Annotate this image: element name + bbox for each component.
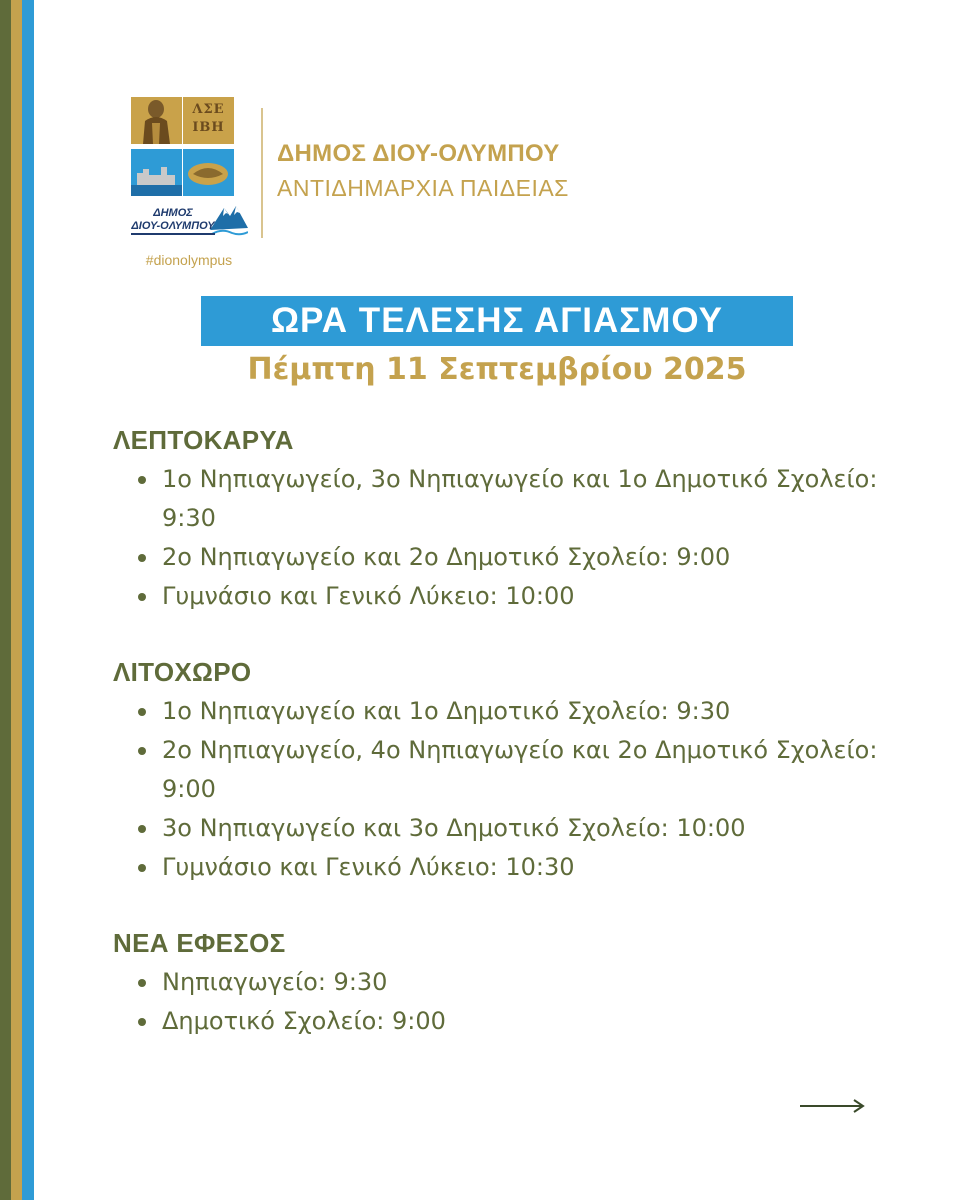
list-item: Γυμνάσιο και Γενικό Λύκειο: 10:30 bbox=[113, 848, 903, 887]
list-item: 2ο Νηπιαγωγείο και 2ο Δημοτικό Σχολείο: 9:00 bbox=[113, 538, 903, 577]
section-litochoro bbox=[113, 652, 903, 887]
section-leptokarya bbox=[113, 420, 903, 616]
org-name: ΔΗΜΟΣ ΔΙΟΥ-ΟΛΥΜΠΟΥ bbox=[277, 140, 560, 167]
side-stripe-olive bbox=[0, 0, 11, 1200]
logo-tile-saint-icon bbox=[131, 97, 182, 144]
list-item: 1ο Νηπιαγωγείο, 3ο Νηπιαγωγείο και 1ο Δημοτικό Σχολείο: 9:30 bbox=[113, 460, 903, 538]
list-item: Γυμνάσιο και Γενικό Λύκειο: 10:00 bbox=[113, 577, 903, 616]
logo-name-bottom: ΔΙΟΥ-ΟΛΥΜΠΟΥ bbox=[131, 220, 214, 235]
schedule-list bbox=[113, 692, 903, 887]
schedule-list bbox=[113, 460, 903, 616]
logo-hashtag: #dionolympus bbox=[145, 252, 233, 268]
list-item: Νηπιαγωγείο: 9:30 bbox=[113, 963, 903, 1002]
section-title: ΛΙΤΟΧΩΡΟ bbox=[113, 657, 252, 687]
side-stripe-blue bbox=[22, 0, 34, 1200]
side-stripe-gold bbox=[11, 0, 22, 1200]
section-nea-efesos bbox=[113, 923, 903, 1041]
logo-name bbox=[128, 207, 218, 235]
title-banner: ΩΡΑ ΤΕΛΕΣΗΣ ΑΓΙΑΣΜΟΥ bbox=[201, 296, 793, 346]
list-item: 3ο Νηπιαγωγείο και 3ο Δημοτικό Σχολείο: 10:00 bbox=[113, 809, 903, 848]
section-title: ΛΕΠΤΟΚΑΡΥΑ bbox=[113, 425, 294, 455]
logo-name-top: ΔΗΜΟΣ bbox=[153, 207, 193, 219]
event-date: Πέμπτη 11 Σεπτεμβρίου 2025 bbox=[247, 352, 747, 387]
logo-tile-inscription: ΛΣΕ ΙΒΗ bbox=[183, 97, 234, 144]
arrow-right-icon[interactable] bbox=[798, 1097, 866, 1115]
header-divider bbox=[261, 108, 263, 238]
logo-tile-castle-icon bbox=[131, 149, 182, 196]
list-item: Δημοτικό Σχολείο: 9:00 bbox=[113, 1002, 903, 1041]
department-name: ΑΝΤΙΔΗΜΑΡΧΙΑ ΠΑΙΔΕΙΑΣ bbox=[277, 175, 569, 201]
logo-tile-mosaic-icon bbox=[183, 149, 234, 196]
municipality-logo bbox=[128, 95, 250, 273]
section-title: ΝΕΑ ΕΦΕΣΟΣ bbox=[113, 928, 286, 958]
schedule-content bbox=[113, 420, 903, 1077]
list-item: 2ο Νηπιαγωγείο, 4ο Νηπιαγωγείο και 2ο Δημοτικό Σχολείο: 9:00 bbox=[113, 731, 903, 809]
schedule-list bbox=[113, 963, 903, 1041]
list-item: 1ο Νηπιαγωγείο και 1ο Δημοτικό Σχολείο: 9:30 bbox=[113, 692, 903, 731]
